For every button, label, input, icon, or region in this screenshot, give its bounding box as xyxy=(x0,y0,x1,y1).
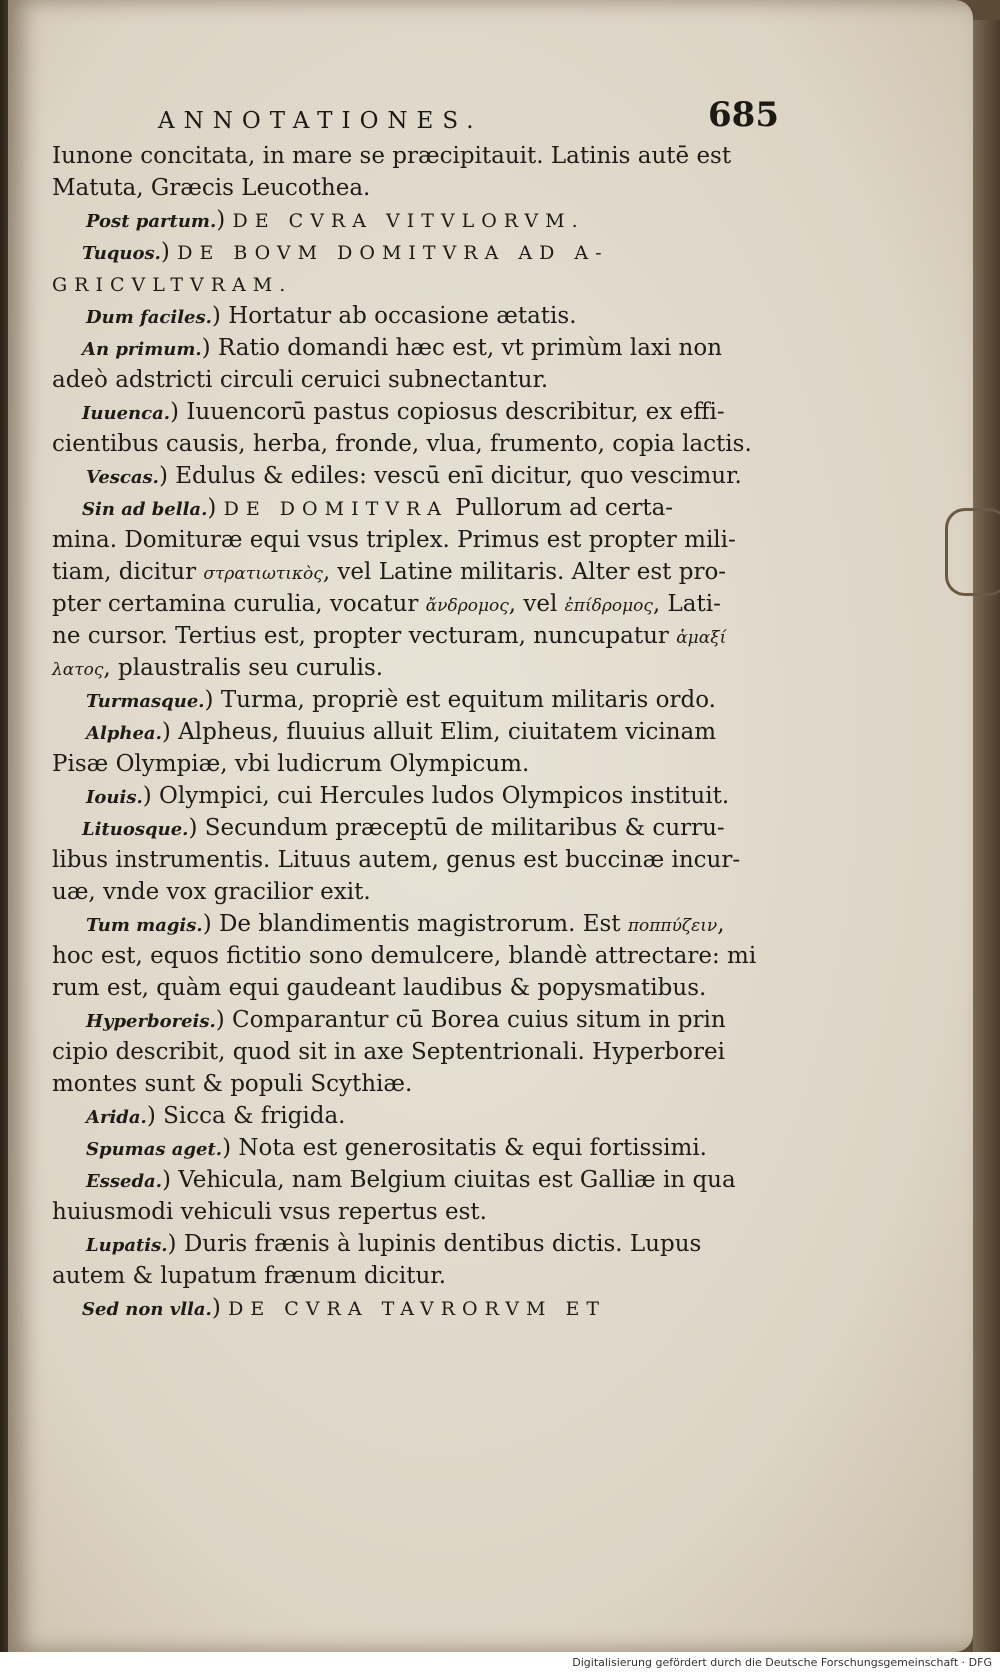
small-caps-heading: DE CVRA VITVLORVM. xyxy=(232,210,585,232)
line-text: ) Sicca & frigida. xyxy=(146,1103,346,1129)
text-line xyxy=(46,332,766,364)
line-text: , xyxy=(717,911,725,937)
lemma: Lituosque. xyxy=(82,819,189,840)
text-line xyxy=(46,1260,766,1292)
lemma: Dum faciles. xyxy=(86,307,212,328)
line-text: ) Comparantur cū Borea cuius situm in prin xyxy=(215,1007,726,1033)
text-line xyxy=(46,1228,766,1260)
running-head: ANNOTATIONES. xyxy=(158,108,483,134)
line-text: , plaustralis seu curulis. xyxy=(103,655,384,681)
small-caps-heading: GRICVLTVRAM. xyxy=(52,274,293,296)
greek-term: ἐπίδρομος xyxy=(564,596,653,616)
lemma: Iuuenca. xyxy=(82,403,171,424)
funding-credit: Digitalisierung gefördert durch die Deutsche Forschungsgemeinschaft · DFG xyxy=(572,1656,992,1669)
text-line xyxy=(46,780,766,812)
line-text: uæ, vnde vox gracilior exit. xyxy=(52,879,371,905)
line-text: ) Alpheus, fluuius alluit Elim, ciuitatem vicinam xyxy=(161,719,717,745)
text-line xyxy=(46,140,766,172)
line-text: , Lati- xyxy=(652,591,721,617)
lemma: Alphea. xyxy=(86,723,162,744)
greek-term: ἄνδρομος xyxy=(425,596,509,616)
line-text: Pullorum ad certa- xyxy=(448,495,674,521)
text-line xyxy=(46,364,766,396)
page-edges xyxy=(973,20,1000,1652)
line-text: ) Nota est generositatis & equi fortissimi. xyxy=(222,1135,707,1161)
lemma: Arida. xyxy=(86,1107,147,1128)
text-line xyxy=(46,620,766,652)
text-line xyxy=(46,716,766,748)
text-line xyxy=(46,1068,766,1100)
lemma: Sin ad bella. xyxy=(82,499,208,520)
text-line xyxy=(46,396,766,428)
line-text: ) xyxy=(160,239,178,265)
text-line xyxy=(46,844,766,876)
lemma: Turmasque. xyxy=(86,691,205,712)
line-text: cientibus causis, herba, fronde, vlua, frumento, copia lactis. xyxy=(52,431,752,457)
line-text: ) xyxy=(211,1295,229,1321)
text-line xyxy=(46,1100,766,1132)
line-text: ) Olympici, cui Hercules ludos Olympicos instituit. xyxy=(142,783,730,809)
text-line xyxy=(46,748,766,780)
line-text: ) Iuuencorū pastus copiosus describitur, ex effi- xyxy=(170,399,725,425)
lemma: Spumas aget. xyxy=(86,1139,223,1160)
line-text: ) Duris frænis à lupinis dentibus dictis. Lupus xyxy=(167,1231,702,1257)
small-caps-heading: DE CVRA TAVRORVM ET xyxy=(228,1298,606,1320)
lemma: Hyperboreis. xyxy=(86,1011,216,1032)
greek-term: ἁμαξί xyxy=(676,628,727,648)
text-line xyxy=(46,460,766,492)
greek-term: στρατιωτικὸς xyxy=(203,564,323,584)
text-line xyxy=(46,236,766,268)
line-text: ) Edulus & ediles: vescū enī dicitur, quo vescimur. xyxy=(158,463,742,489)
text-line xyxy=(46,1196,766,1228)
lemma: Post partum. xyxy=(86,211,217,232)
lemma: An primum. xyxy=(82,339,202,360)
text-line xyxy=(46,556,766,588)
text-line xyxy=(46,172,766,204)
line-text: Iunone concitata, in mare se præcipitauit. Latinis autē est xyxy=(52,143,732,169)
line-text: pter certamina curulia, vocatur xyxy=(52,591,426,617)
line-text: ne cursor. Tertius est, propter vecturam, nuncupatur xyxy=(52,623,677,649)
line-text: hoc est, equos fictitio sono demulcere, blandè attrectare: mi xyxy=(52,943,757,969)
text-line xyxy=(46,268,766,300)
line-text: ) Vehicula, nam Belgium ciuitas est Galliæ in qua xyxy=(161,1167,736,1193)
text-line xyxy=(46,1036,766,1068)
text-line xyxy=(46,524,766,556)
lemma: Tuquos. xyxy=(82,243,161,264)
lemma: Vescas. xyxy=(86,467,159,488)
line-text: ) De blandimentis magistrorum. Est xyxy=(202,911,628,937)
line-text: Pisæ Olympiæ, vbi ludicrum Olympicum. xyxy=(52,751,530,777)
book-page xyxy=(8,0,973,1652)
text-line xyxy=(46,300,766,332)
digitization-footer xyxy=(0,1652,1000,1675)
text-line xyxy=(46,972,766,1004)
line-text: cipio describit, quod sit in axe Septentrionali. Hyperborei xyxy=(52,1039,725,1065)
text-line xyxy=(46,684,766,716)
text-line xyxy=(46,1004,766,1036)
line-text: ) xyxy=(207,495,224,521)
line-text: ) xyxy=(216,207,233,233)
text-line xyxy=(46,876,766,908)
lemma: Tum magis. xyxy=(86,915,203,936)
line-text: Matuta, Græcis Leucothea. xyxy=(52,175,371,201)
line-text: adeò adstricti circuli ceruici subnectantur. xyxy=(52,367,549,393)
greek-term: ποππύζειν xyxy=(627,916,718,936)
small-caps-heading: DE BOVM DOMITVRA AD A- xyxy=(177,242,609,264)
greek-term: λατος xyxy=(52,660,104,680)
lemma: Lupatis. xyxy=(86,1235,168,1256)
text-line xyxy=(46,492,766,524)
text-line xyxy=(46,204,766,236)
book-clasp xyxy=(945,508,1000,596)
line-text: mina. Domituræ equi vsus triplex. Primus est propter mili- xyxy=(52,527,736,553)
line-text: rum est, quàm equi gaudeant laudibus & popysmatibus. xyxy=(52,975,707,1001)
text-line xyxy=(46,428,766,460)
lemma: Sed non vlla. xyxy=(82,1299,212,1320)
lemma: Esseda. xyxy=(86,1171,162,1192)
text-line xyxy=(46,812,766,844)
line-text: , vel xyxy=(508,591,565,617)
line-text: tiam, dicitur xyxy=(52,559,204,585)
line-text: ) Hortatur ab occasione ætatis. xyxy=(211,303,577,329)
annotation-text xyxy=(46,140,766,1324)
line-text: ) Turma, propriè est equitum militaris ordo. xyxy=(204,687,716,713)
line-text: autem & lupatum frænum dicitur. xyxy=(52,1263,447,1289)
line-text: , vel Latine militaris. Alter est pro- xyxy=(322,559,727,585)
text-line xyxy=(46,1292,766,1324)
line-text: libus instrumentis. Lituus autem, genus est buccinæ incur- xyxy=(52,847,741,873)
lemma: Iouis. xyxy=(86,787,143,808)
text-line xyxy=(46,1164,766,1196)
text-line xyxy=(46,1132,766,1164)
line-text: montes sunt & populi Scythiæ. xyxy=(52,1071,413,1097)
text-line xyxy=(46,588,766,620)
page-number: 685 xyxy=(708,95,779,135)
line-text: huiusmodi vehiculi vsus repertus est. xyxy=(52,1199,487,1225)
text-line xyxy=(46,940,766,972)
small-caps-heading: DE DOMITVRA xyxy=(223,498,448,520)
line-text: ) Secundum præceptū de militaribus & curru- xyxy=(188,815,725,841)
text-line xyxy=(46,652,766,684)
line-text: ) Ratio domandi hæc est, vt primùm laxi non xyxy=(201,335,723,361)
text-line xyxy=(46,908,766,940)
